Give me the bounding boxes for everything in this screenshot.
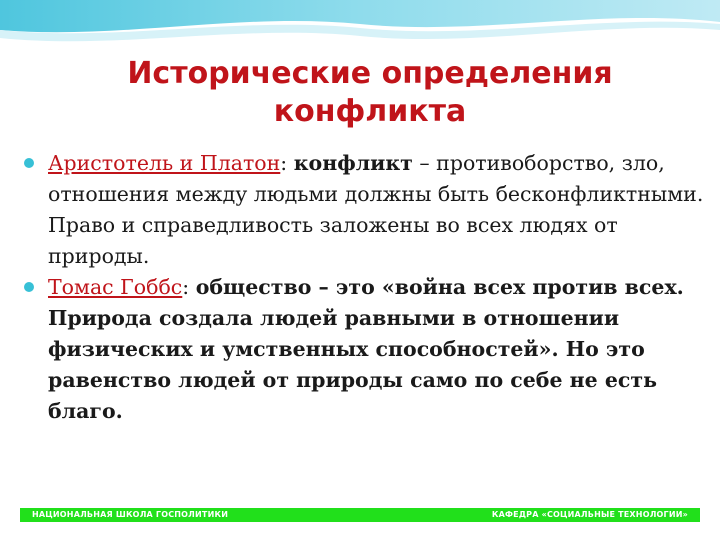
footer-left-text: НАЦИОНАЛЬНАЯ ШКОЛА ГОСПОЛИТИКИ — [32, 510, 229, 519]
list-item — [24, 272, 704, 427]
footer-right-text: КАФЕДРА «СОЦИАЛЬНЫЕ ТЕХНОЛОГИИ» — [491, 510, 688, 519]
item-colon: : — [280, 151, 294, 175]
slide-title — [60, 55, 680, 131]
slide-title-line-1: Исторические определения — [127, 56, 613, 91]
list-item — [24, 148, 704, 272]
item-colon: : — [182, 275, 196, 299]
author-link[interactable]: Аристотель и Платон — [48, 151, 281, 175]
slide-title-line-2: конфликта — [273, 94, 467, 129]
bullet-icon — [24, 158, 34, 168]
item-term: конфликт — [293, 151, 413, 175]
bullet-icon — [24, 282, 34, 292]
item-text: – противоборство, зло, отношения между людьми должны быть бесконфликтными. Право и справедливость заложены во всех людях от природы. — [48, 151, 704, 268]
footer-bar — [20, 508, 700, 522]
item-text: общество – это «война всех против всех. Природа создала людей равными в отношении физических и умственных способностей». Но это равенство людей от природы само по себе не есть благо. — [48, 275, 684, 423]
slide-content — [24, 148, 704, 427]
author-link[interactable]: Томас Гоббс — [48, 275, 183, 299]
